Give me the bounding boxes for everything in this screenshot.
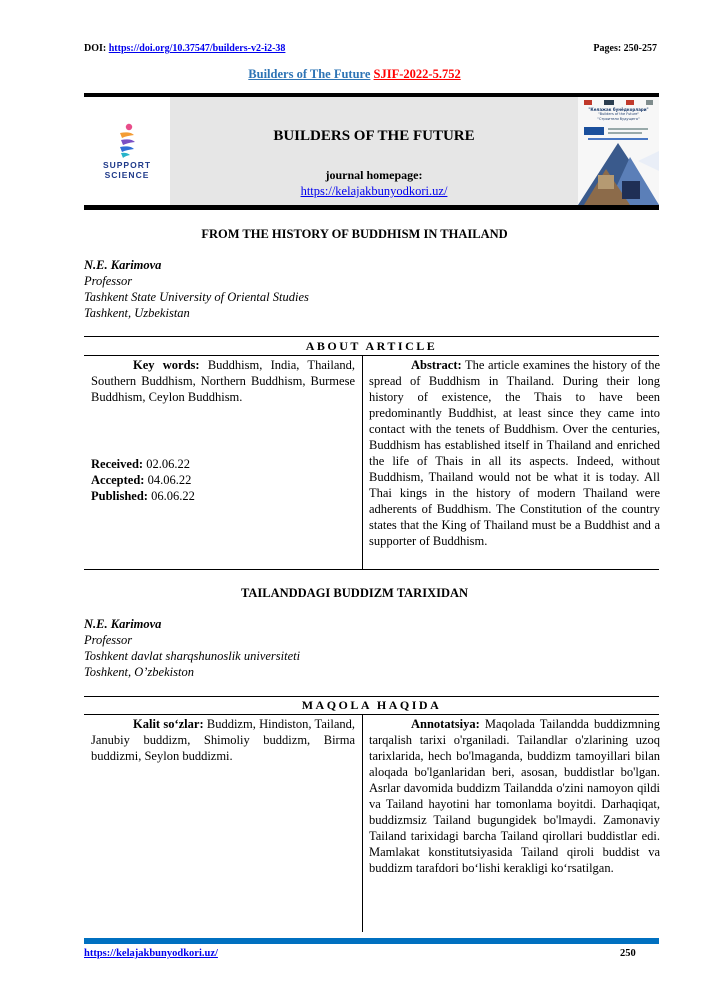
- journal-line: [0, 67, 709, 82]
- doi-line: [84, 43, 285, 54]
- cover-title-1: "Келажак бунёдкорлари": [588, 107, 649, 112]
- cover-logos-row: [582, 100, 655, 106]
- section-heading-maqola-haqida: MAQOLA HAQIDA: [301, 698, 442, 712]
- footer-link[interactable]: https://kelajakbunyodkori.uz/: [84, 948, 218, 959]
- section-heading-about-article: ABOUT ARTICLE: [305, 339, 438, 353]
- accepted-line: [91, 472, 355, 488]
- doi-prefix: DOI:: [84, 43, 109, 54]
- footer-url: [84, 948, 218, 959]
- article-title-en: FROM THE HISTORY OF BUDDHISM IN THAILAND: [201, 227, 508, 241]
- keywords-text: Buddizm, Hindiston, Tailand, Janubiy buddizm, Shimoliy buddizm, Birma buddizmi, Seylon buddizmi.: [91, 717, 355, 763]
- section-rule: [84, 696, 659, 697]
- cover-title-2: "Builders of the Future": [597, 112, 640, 116]
- doi-link[interactable]: https://doi.org/10.37547/builders-v2-i2-38: [108, 43, 286, 54]
- author-name: N.E. Karimova: [84, 617, 162, 631]
- author-city: Tashkent, Uzbekistan: [84, 306, 190, 320]
- section-rule: [84, 714, 659, 715]
- banner-gray-top: [170, 97, 578, 128]
- section-rule: [84, 569, 659, 570]
- author-block-uz: [84, 616, 300, 680]
- section-rule: [84, 336, 659, 337]
- logo-text-line2: SCIENCE: [104, 170, 150, 180]
- published-line: [91, 488, 355, 504]
- cover-artwork-icon: [578, 141, 659, 205]
- author-role: Professor: [84, 633, 133, 647]
- author-block-en: [84, 257, 309, 321]
- accepted-label: Accepted:: [91, 473, 145, 487]
- banner-title: BUILDERS OF THE FUTURE: [273, 128, 475, 144]
- footer-bar: [84, 938, 659, 944]
- sjif-link[interactable]: SJIF-2022-5.752: [373, 67, 461, 81]
- published-label: Published:: [91, 489, 148, 503]
- cover-text-line: [608, 132, 642, 134]
- keywords-uz: [91, 716, 355, 764]
- author-city: Toshkent, O’zbekiston: [84, 665, 194, 679]
- received-date: 02.06.22: [143, 457, 190, 471]
- abstract-label: Annotatsiya:: [411, 717, 480, 731]
- section-rule: [84, 355, 659, 356]
- author-organization: Tashkent State University of Oriental Studies: [84, 290, 309, 304]
- abstract-en: [369, 357, 660, 549]
- author-name: N.E. Karimova: [84, 258, 162, 272]
- page-range: Pages: 250-257: [593, 43, 657, 54]
- author-organization: Toshkent davlat sharqshunoslik universiteti: [84, 649, 301, 663]
- support-science-logo-icon: [112, 123, 142, 159]
- keywords-label: Kalit so‘zlar:: [133, 717, 204, 731]
- cover-title: [580, 107, 657, 122]
- homepage-link[interactable]: https://kelajakbunyodkori.uz/: [300, 184, 448, 198]
- column-divider: [362, 355, 363, 569]
- journal-name-link[interactable]: Builders of The Future: [248, 67, 371, 81]
- abstract-text: The article examines the history of the spread of Buddhism in Thailand. During their long history of existence, the Thais to have been predominantly Buddhist, at least since they came into contact with the tenets of Buddhism. Over the centuries, Buddhism has established itself in Thailand and enriched the life of Thais in all its aspects. Indeed, without Buddhism, Thailand would not be what it is today. All Thai kings in the history of modern Thailand were adherents of Buddhism. The Constitution of the country states that the King of Thailand must be a Buddhist and a supporter of Buddhism.: [369, 358, 660, 548]
- received-label: Received:: [91, 457, 144, 471]
- homepage-url: [170, 184, 578, 199]
- homepage-label: journal homepage:: [325, 168, 423, 182]
- abstract-text: Maqolada Tailandda buddizmning tarqalish tarixi o'rganiladi. Tailandlar o'zlarining uzoq tarixlarida, hech bo'lmaganda, buddizm tamoyillari bilan aloqada bo'lganlaridan beri, asosan, buddistlar bo'lgan. Asrlar davomida buddizm Tailandda o'zini namoyon qildi va Tailand hayotini har tomonlama boyitdi. Darhaqiqat, buddizmsiz Tailand bugungidek bo'lmaydi. Zamonaviy Tailand tarixidagi barcha Tailand qirollari buddistlar edi. Mamlakat konstitutsiyasida Tailand qiroli buddist va buddizm tarafdori bo‘lishi kerakligi ko‘rsatilgan.: [369, 717, 660, 875]
- page-number: 250: [620, 948, 636, 959]
- journal-cover-thumbnail: [578, 97, 659, 205]
- cover-text-line: [608, 128, 648, 130]
- article-title-uz: TAILANDDAGI BUDDIZM TARIXIDAN: [240, 586, 469, 600]
- banner-bottom-rule: [84, 205, 659, 210]
- received-line: [91, 456, 355, 472]
- cover-title-3: "Строители будущего": [597, 117, 640, 121]
- keywords-en: [91, 357, 355, 405]
- abstract-uz: [369, 716, 660, 876]
- cover-badge: [584, 127, 604, 135]
- published-date: 06.06.22: [147, 489, 195, 503]
- accepted-date: 04.06.22: [144, 473, 192, 487]
- logo-text-line1: SUPPORT: [102, 160, 152, 170]
- logo-text: [94, 160, 160, 180]
- dates-en: [91, 456, 355, 504]
- author-role: Professor: [84, 274, 133, 288]
- keywords-label: Key words:: [133, 358, 200, 372]
- column-divider: [362, 714, 363, 932]
- cover-text-line: [588, 138, 648, 140]
- abstract-label: Abstract:: [411, 358, 462, 372]
- keywords-text: Buddhism, India, Thailand, Southern Buddhism, Northern Buddhism, Burmese Buddhism, Ceylon Buddhism.: [91, 358, 355, 404]
